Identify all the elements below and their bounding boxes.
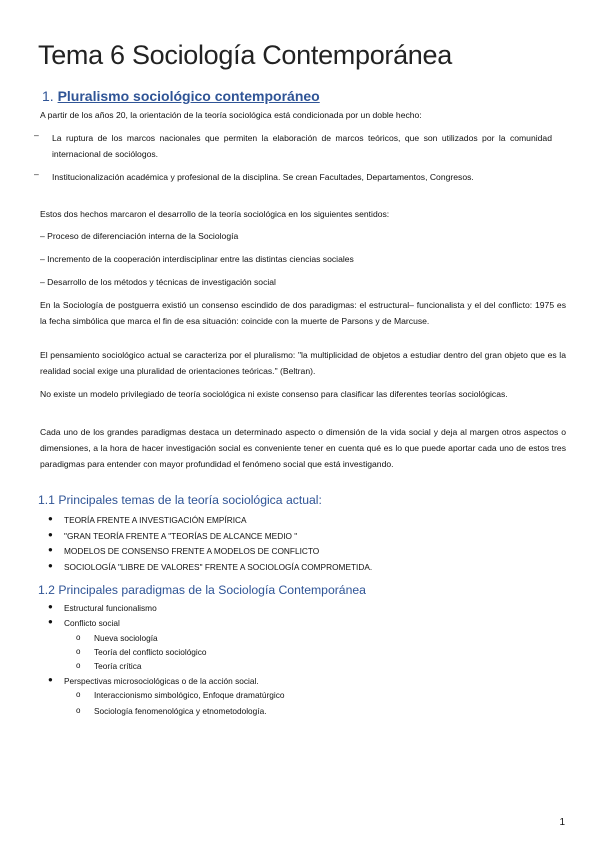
sub-list-item: Sociología fenomenológica y etnometodología. — [94, 706, 267, 716]
list-item: Estructural funcionalismo — [64, 603, 157, 613]
body-paragraph: No existe un modelo privilegiado de teoría sociológica ni existe consenso para clasificar las diferentes teorías sociológicas. — [40, 389, 508, 399]
sense-item: – Desarrollo de los métodos y técnicas de investigación social — [40, 277, 276, 287]
list-item: Conflicto social — [64, 618, 120, 628]
body-paragraph: Cada uno de los grandes paradigmas destaca un determinado aspecto o dimensión de la vida social y deja al margen otros aspectos o dimensiones, a la hora de hacer investigación social es conveniente tener en cuenta qué es lo que puede aportar cada uno de estos tres paradigmas para entender con mayor profundidad el fenómeno social que está investigando. — [40, 427, 566, 469]
bullet-icon: ● — [48, 675, 53, 684]
fact-item: La ruptura de los marcos nacionales que permiten la elaboración de marcos teóricos, que son utilizados por la comunidad internacional de sociólogos. — [52, 133, 552, 159]
after-paragraph: Estos dos hechos marcaron el desarrollo de la teoría sociológica en los siguientes sentidos: — [40, 209, 390, 219]
sub-bullet-icon: o — [76, 690, 81, 699]
list-item: MODELOS DE CONSENSO FRENTE A MODELOS DE CONFLICTO — [64, 546, 320, 556]
sub-list-item: Interaccionismo simbológico, Enfoque dramatúrgico — [94, 690, 285, 700]
list-item: "GRAN TEORÍA FRENTE A "TEORÍAS DE ALCANCE MEDIO " — [64, 531, 298, 541]
list-item: Perspectivas microsociológicas o de la acción social. — [64, 676, 259, 686]
bullet-icon: ● — [48, 561, 53, 570]
page-number: 1 — [559, 817, 565, 828]
bullet-icon: ● — [48, 602, 53, 611]
dash-marker: – — [34, 130, 39, 140]
bullet-icon: ● — [48, 514, 53, 523]
sub-list-item: Teoría del conflicto sociológico — [94, 647, 207, 657]
sub-list-item: Teoría crítica — [94, 661, 142, 671]
bullet-icon: ● — [48, 530, 53, 539]
fact-item: Institucionalización académica y profesional de la disciplina. Se crean Facultades, Departamentos, Congresos. — [52, 172, 474, 182]
sub-list-item: Nueva sociología — [94, 633, 158, 643]
intro-paragraph: A partir de los años 20, la orientación de la teoría sociológica está condicionada por un doble hecho: — [40, 110, 422, 120]
section-title: Pluralismo sociológico contemporáneo — [57, 88, 320, 104]
list-item: TEORÍA FRENTE A INVESTIGACIÓN EMPÍRICA — [64, 515, 247, 525]
body-paragraph: El pensamiento sociológico actual se caracteriza por el pluralismo: "la multiplicidad de objetos a estudiar dentro del gran objeto que es la realidad social exige una pluralidad de orientaciones teóricas." (Beltran). — [40, 350, 566, 376]
dash-marker: – — [34, 169, 39, 179]
page-title: Tema 6 Sociología Contemporánea — [38, 40, 452, 70]
sub-bullet-icon: o — [76, 633, 81, 642]
subsection-heading: 1.2 Principales paradigmas de la Sociología Contemporánea — [38, 583, 366, 597]
section-number: 1. — [42, 88, 54, 104]
sense-item: – Proceso de diferenciación interna de la Sociología — [40, 231, 239, 241]
bullet-icon: ● — [48, 545, 53, 554]
sub-bullet-icon: o — [76, 706, 81, 715]
bullet-icon: ● — [48, 617, 53, 626]
sense-item: – Incremento de la cooperación interdisciplinar entre las distintas ciencias sociales — [40, 254, 354, 264]
body-paragraph: En la Sociología de postguerra existió un consenso escindido de dos paradigmas: el estructural– funcionalista y el del conflicto: 1975 es la fecha simbólica que marca el fin de esa situación: coincide con la muerte de Parsons y de Marcuse. — [40, 300, 566, 326]
sub-bullet-icon: o — [76, 661, 81, 670]
section-heading — [42, 88, 320, 104]
list-item: SOCIOLOGÍA "LIBRE DE VALORES" FRENTE A SOCIOLOGÍA COMPROMETIDA. — [64, 562, 373, 572]
subsection-heading: 1.1 Principales temas de la teoría sociológica actual: — [38, 493, 322, 507]
sub-bullet-icon: o — [76, 647, 81, 656]
